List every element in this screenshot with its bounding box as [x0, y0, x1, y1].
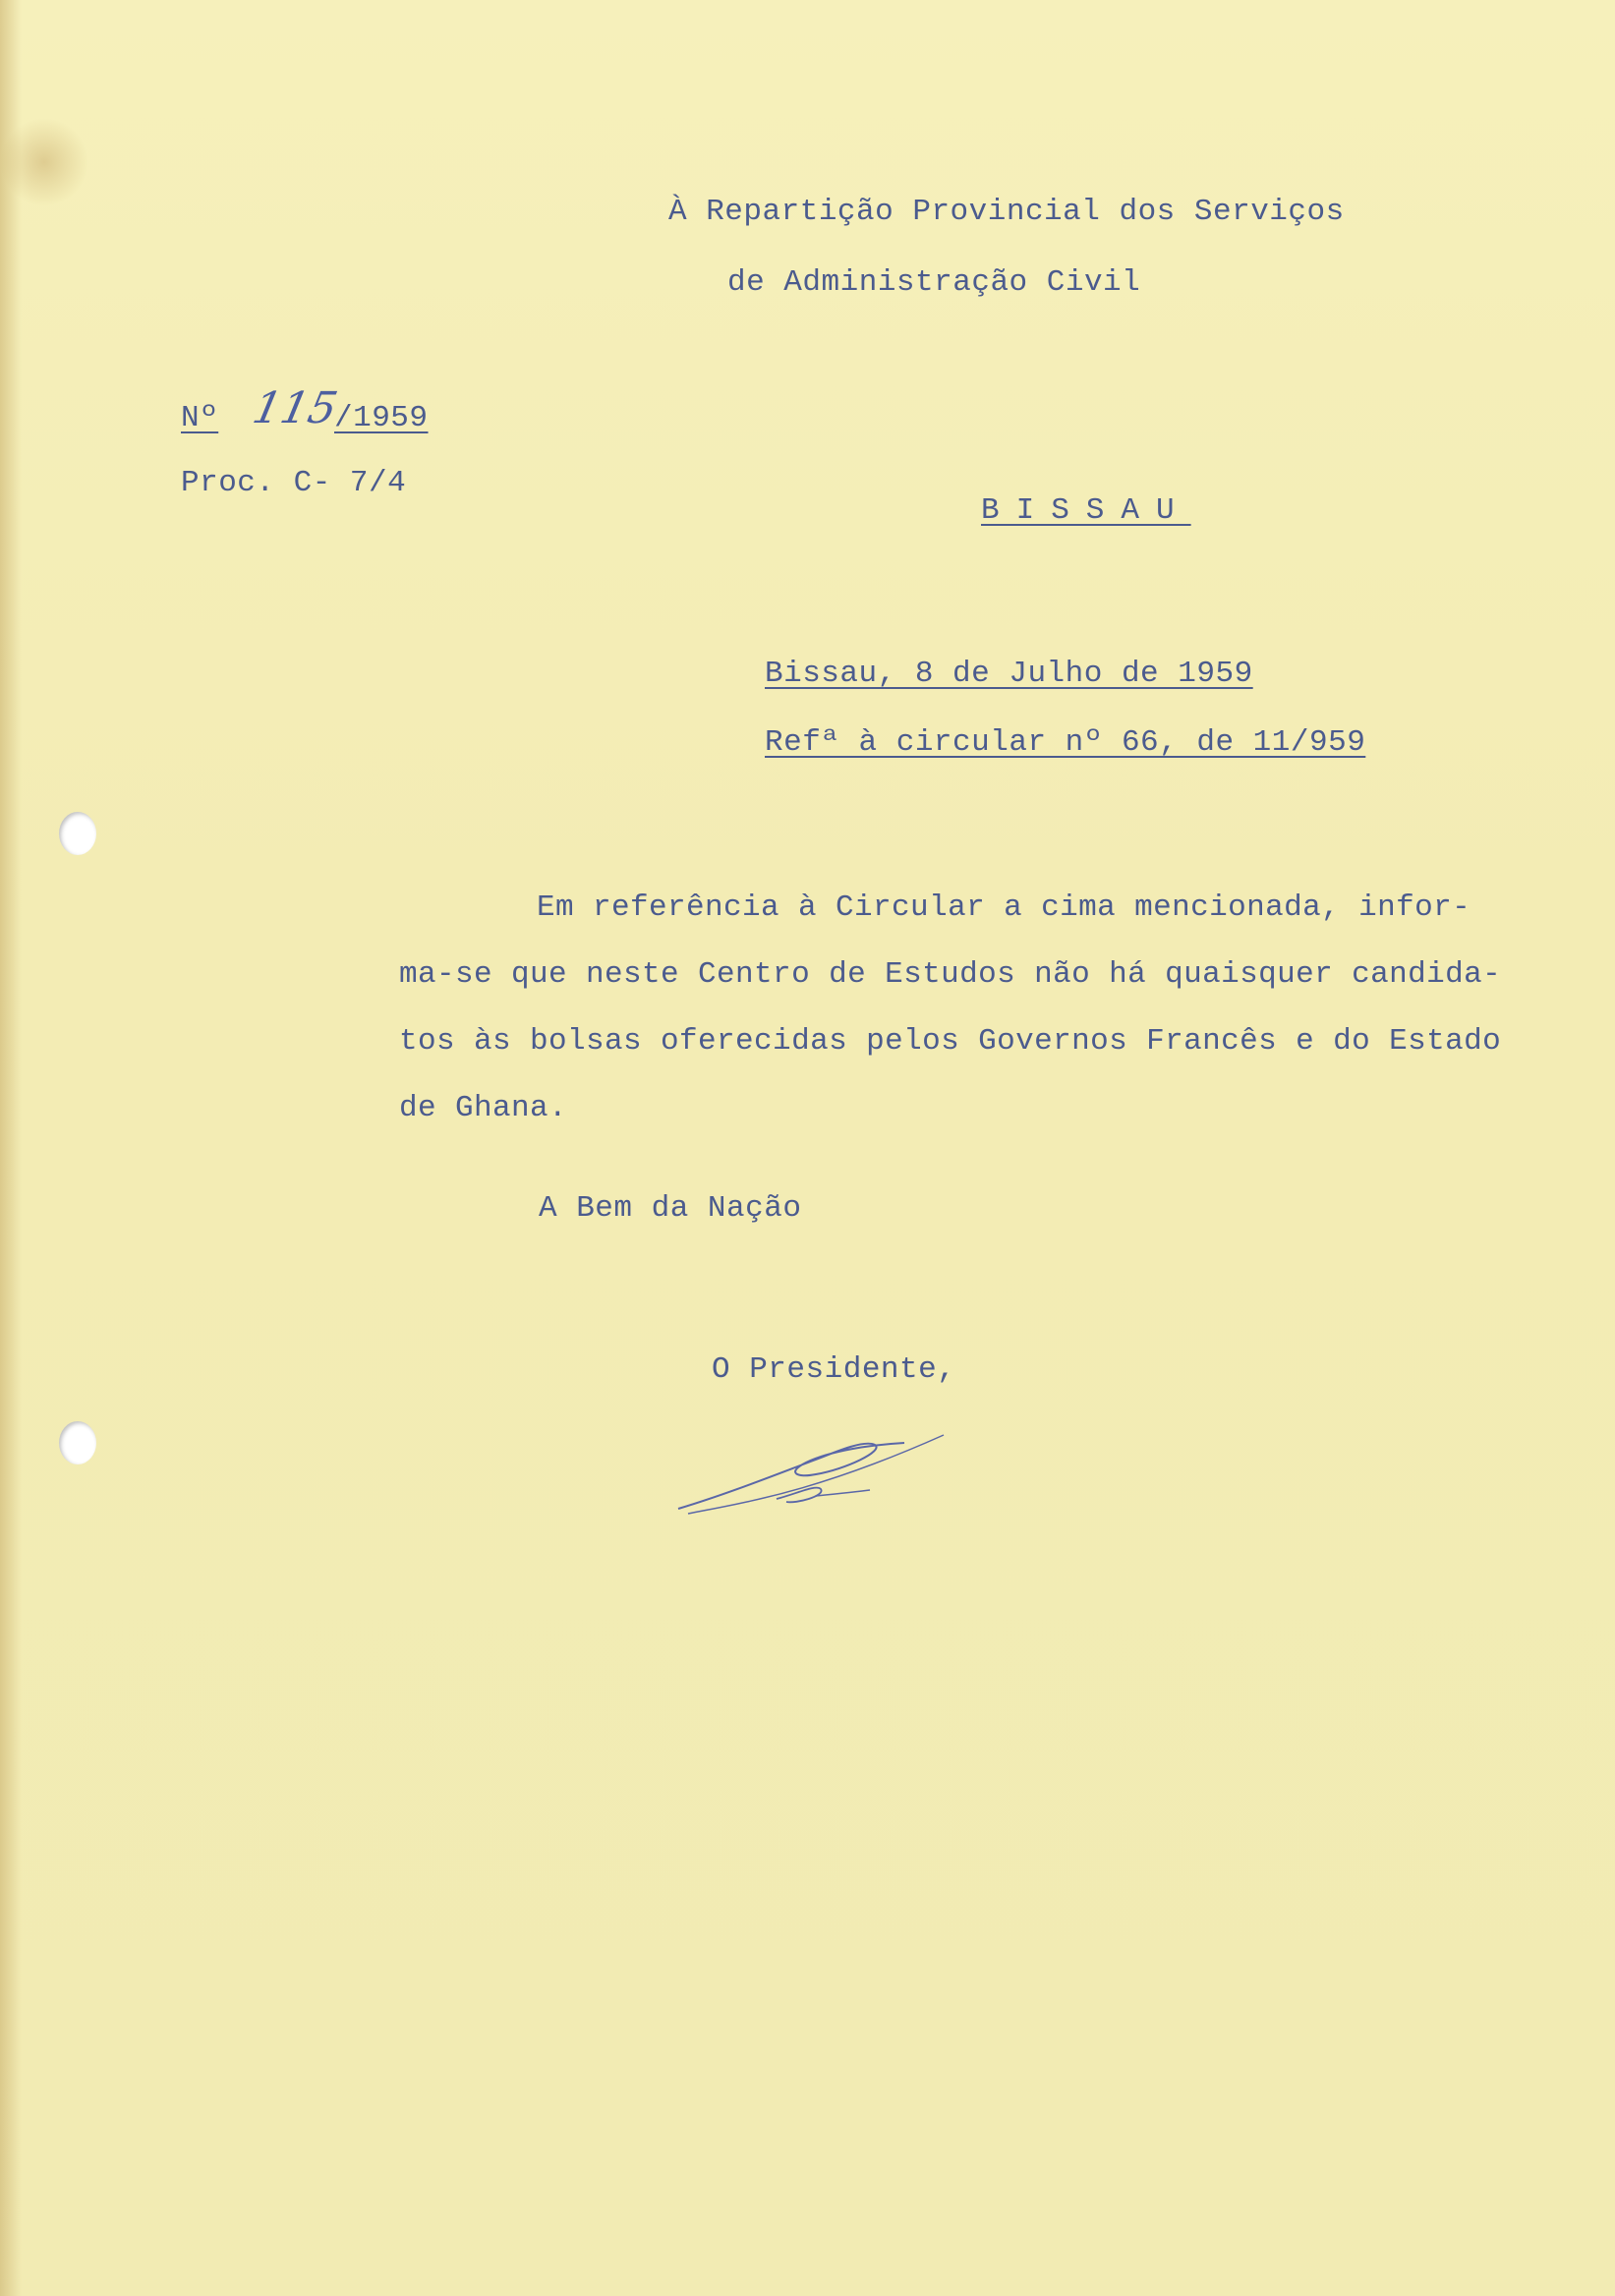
reference-number-prefix: Nº [181, 401, 219, 435]
destination-city: BISSAU [981, 493, 1191, 528]
signatory-title: O Presidente, [712, 1352, 956, 1387]
body-line-2: ma-se que neste Centro de Estudos não há quaisquer candida- [399, 957, 1502, 992]
addressee-line-2: de Administração Civil [727, 265, 1141, 300]
punch-hole-top [59, 812, 96, 855]
body-line-3: tos às bolsas oferecidas pelos Governos Francês e do Estado [399, 1024, 1502, 1059]
addressee-line-1: À Repartição Provincial dos Serviços [668, 195, 1345, 229]
paper-corner-stain [0, 118, 88, 206]
body-line-4: de Ghana. [399, 1091, 568, 1125]
date-line: Bissau, 8 de Julho de 1959 [765, 657, 1253, 691]
closing-salutation: A Bem da Nação [539, 1191, 802, 1226]
reference-number-handwritten: 115 [248, 383, 342, 433]
reference-number-year: /1959 [334, 401, 429, 435]
body-line-1: Em referência à Circular a cima mencionada, infor- [537, 890, 1471, 925]
process-reference: Proc. C- 7/4 [181, 466, 407, 500]
paper-edge-stain [0, 0, 22, 2296]
signature-scribble [668, 1415, 953, 1523]
circular-reference: Refª à circular nº 66, de 11/959 [765, 725, 1366, 760]
punch-hole-bottom [59, 1421, 96, 1464]
